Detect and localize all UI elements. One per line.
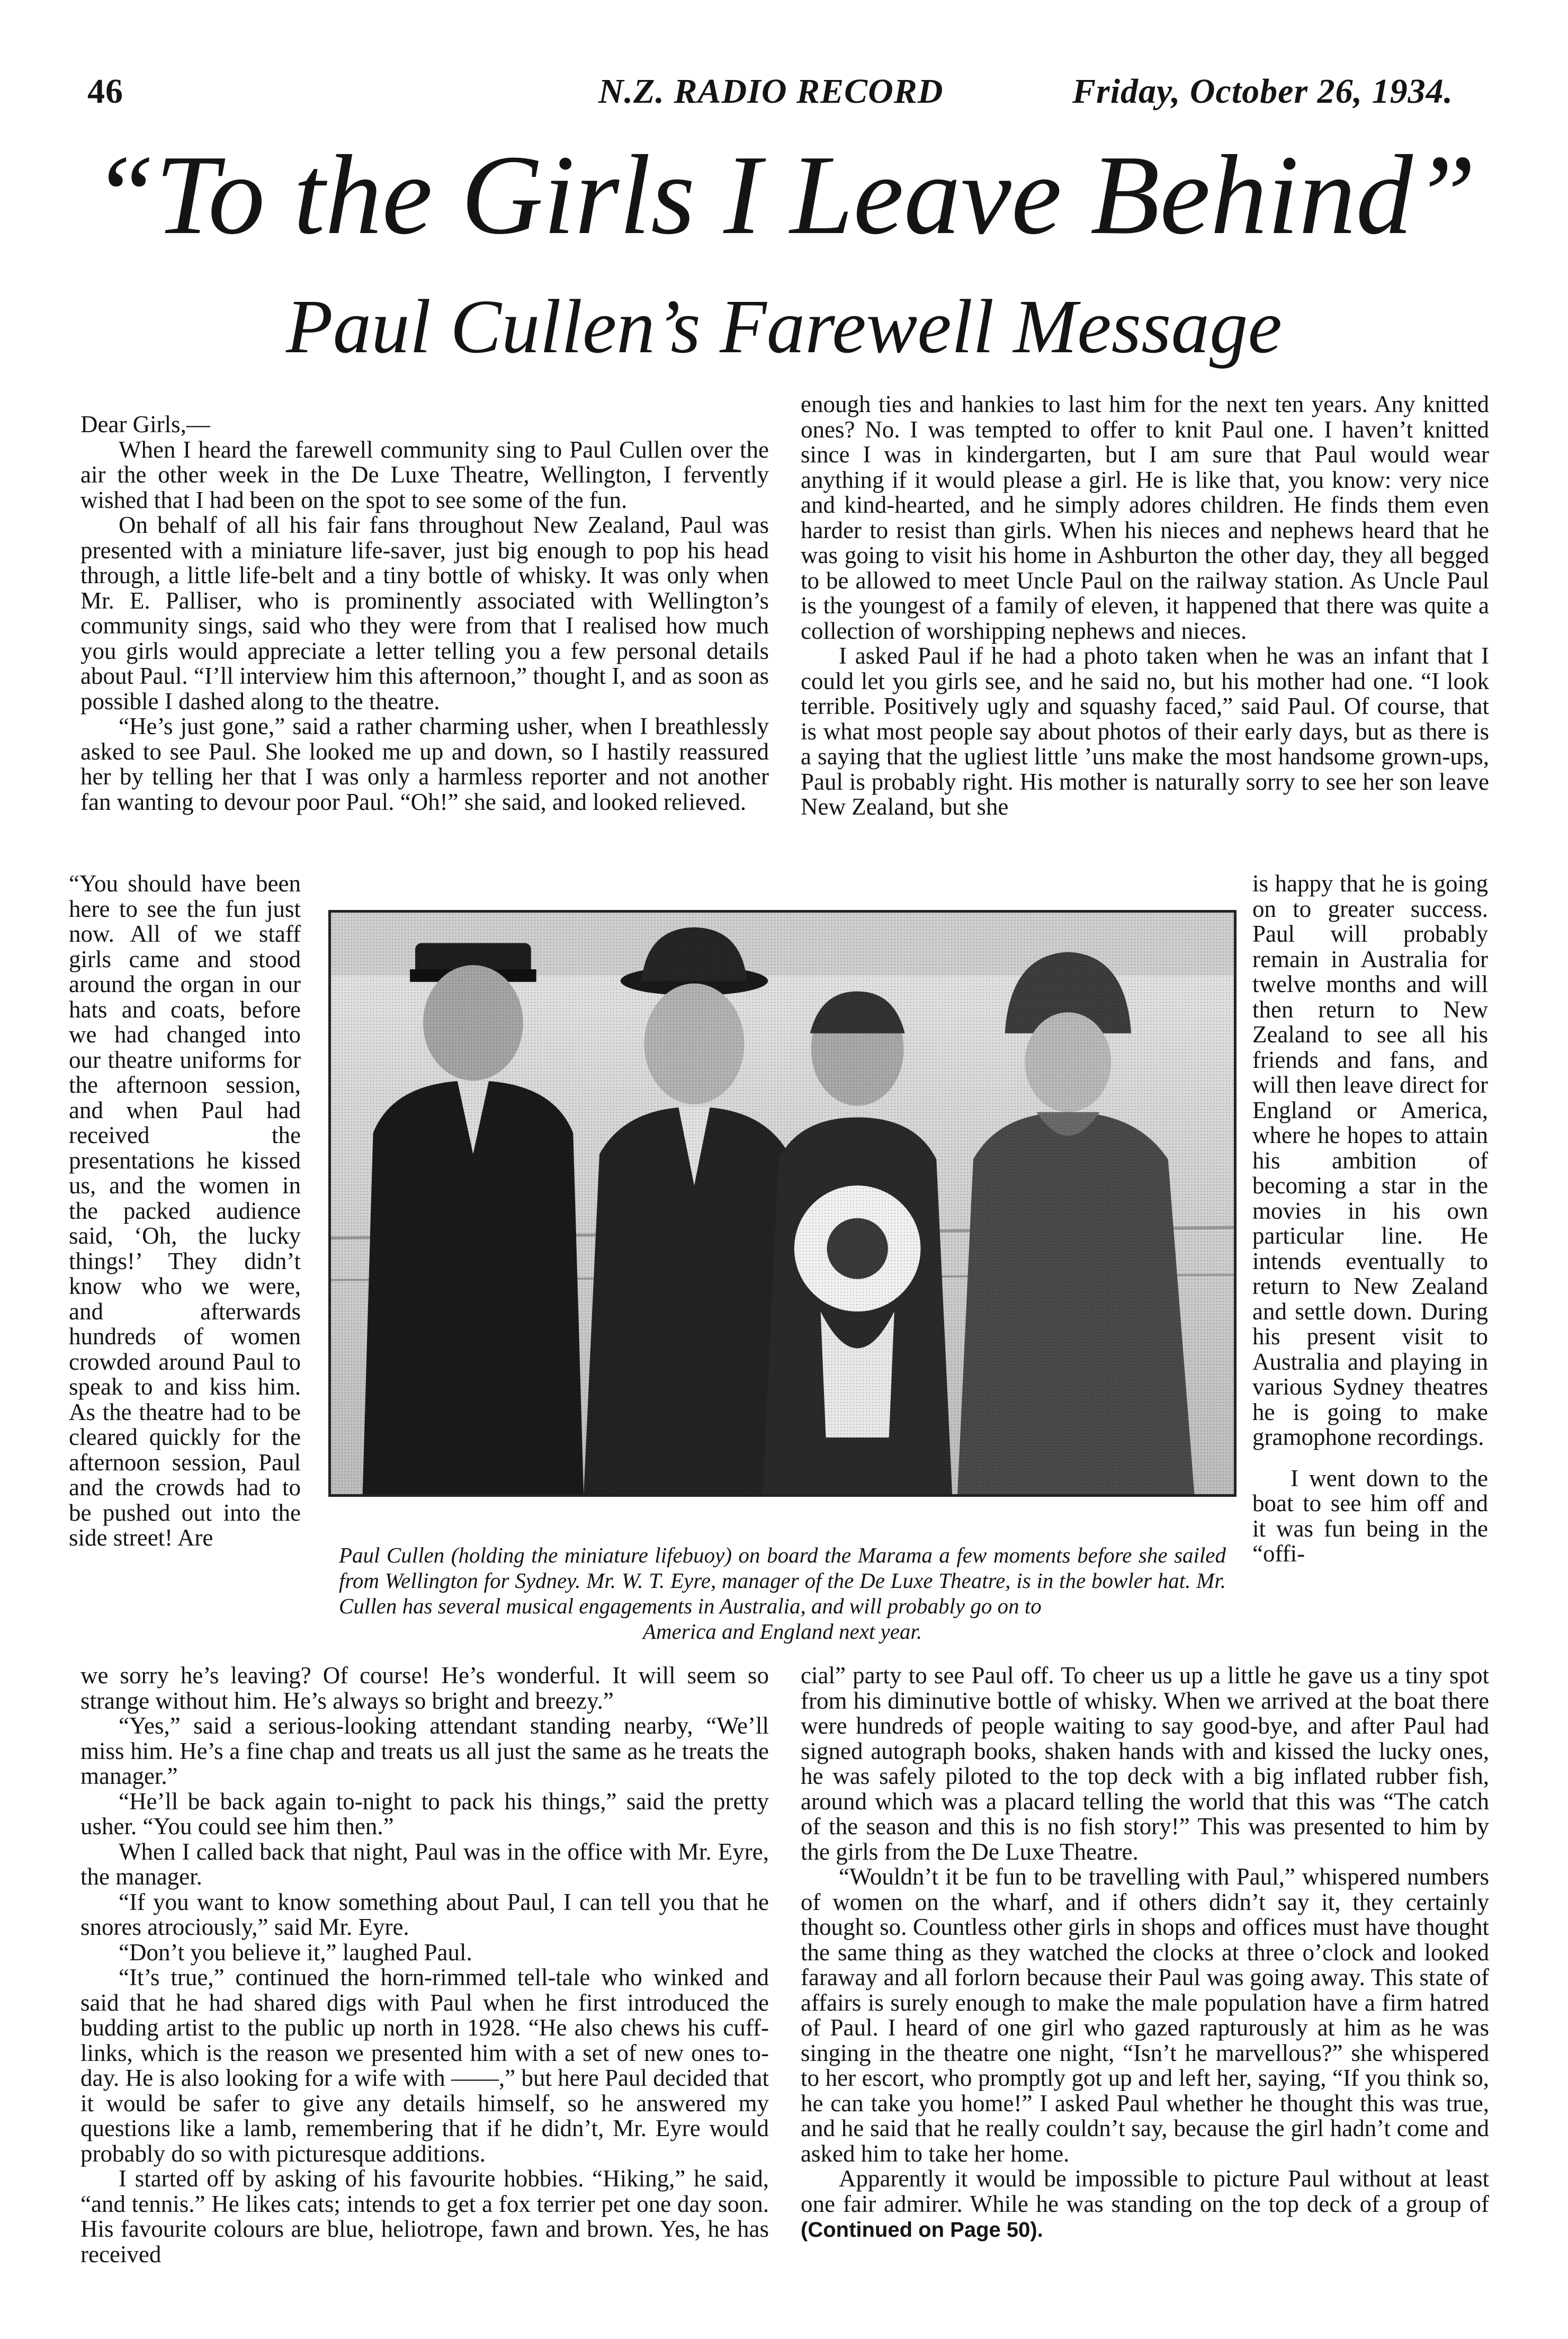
paragraph: “He’ll be back again to-night to pack his things,” said the pretty usher. “You could see him then.” (80, 1788, 769, 1840)
photo-caption (339, 1542, 1226, 1644)
paragraph: On behalf of all his fair fans throughout New Zealand, Paul was presented with a miniature life-saver, just big enough to pop his head through, a little life-belt and a tiny bottle of whisky. It was only when Mr. E. Palliser, who is prominently associated with Wellington’s community sings, said who they were from that I realised how much you girls would appreciate a letter telling you a few personal details about Paul. “I’ll interview him this afternoon,” thought I, and as soon as possible I dashed along to the theatre. (80, 512, 769, 715)
continued-on-page-note: (Continued on Page 50). (801, 2218, 1043, 2242)
issue-date: Friday, October 26, 1934. (1072, 72, 1454, 111)
paragraph-text: Apparently it would be impossible to picture Paul without at least one fair admirer. While he was standing on the top deck of a group of (801, 2165, 1489, 2217)
paragraph (801, 2166, 1489, 2243)
column-right-narrow (1252, 871, 1488, 1567)
column-right-bottom (801, 1663, 1489, 2243)
paragraph: enough ties and hankies to last him for the next ten years. Any knitted ones? No. I was tempted to offer to knit Paul one. I haven’t knitted since I was in kindergarten, but I am sure that Paul would wear anything if it would please a girl. He is like that, you know: very nice and kind-hearted, and he simply adores children. He finds them even harder to resist than girls. When his nieces and nephews heard that he was going to visit his home in Ashburton the other day, they all begged to be allowed to meet Uncle Paul on the railway station. As Uncle Paul is the youngest of a family of eleven, it happened that there was quite a collection of worshipping nephews and nieces. (801, 391, 1489, 644)
column-left-bottom (80, 1663, 769, 2267)
group-photograph (328, 910, 1237, 1497)
paragraph: “Wouldn’t it be fun to be travelling with Paul,” whispered numbers of women on the wharf, and if others didn’t say it, they certainly thought so. Countless other girls in shops and offices must have thought the same thing as they watched the clocks at three o’clock and looked faraway and all forlorn because their Paul was going away. This state of affairs is surely enough to make the male population have a firm hatred of Paul. I heard of one girl who gazed rapturously at him as he was singing in the theatre one night, “Isn’t he marvellous?” she whispered to her escort, who promptly got up and left her, saying, “If you think so, he can take you home!” I asked Paul whether he thought this was true, and he said that he really couldn’t say, because the girl hadn’t come and asked him to take her home. (801, 1863, 1489, 2167)
paragraph: When I called back that night, Paul was in the office with Mr. Eyre, the manager. (80, 1838, 769, 1890)
paragraph: “You should have been here to see the fun just now. All of we staff girls came and stood around the organ in our hats and coats, before we had changed into our theatre uniforms for the afternoon session, and when Paul had received the presentations he kissed us, and the women in the packed audience said, ‘Oh, the lucky things!’ They didn’t know who we were, and afterwards hundreds of women crowded around Paul to speak to and kiss him. As the theatre had to be cleared quickly for the afternoon session, Paul and the crowds had to be pushed out into the side street! Are (69, 870, 301, 1551)
paragraph: is happy that he is going on to greater success. Paul will probably remain in Australia for twelve months and will then return to New Zealand to see all his friends and fans, and will then leave direct for England or America, where he hopes to attain his ambition of becoming a star in the movies in his own particular line. He intends eventually to return to New Zealand and settle down. During his present visit to Australia and playing in various Sydney theatres he is going to make gramophone recordings. (1252, 870, 1488, 1450)
paragraph: cial” party to see Paul off. To cheer us up a little he gave us a tiny spot from his diminutive bottle of whisky. When we arrived at the boat there were hundreds of people waiting to say good-bye, and after Paul had signed autograph books, shaken hands with and kissed the lucky ones, he was safely piloted to the top deck with a big inflated rubber fish, around which was a placard telling the world that this was “The catch of the season and this is no fish story!” This was presented to him by the girls from the De Luxe Theatre. (801, 1662, 1489, 1865)
paragraph: “It’s true,” continued the horn-rimmed tell-tale who winked and said that he had shared digs with Paul when he first introduced the budding artist to the public up north in 1928. “He also chews his cuff-links, which is the reason we presented him with a set of new ones to-day. He is also looking for a wife with ——,” but here Paul decided that it would be safer to give any details himself, so he answered my questions like a lamb, remembering that if he didn’t, Mr. Eyre would probably do so with picturesque additions. (80, 1964, 769, 2167)
paragraph: “Yes,” said a serious-looking attendant standing nearby, “We’ll miss him. He’s a fine chap and treats us all just the same as he treats the manager.” (80, 1712, 769, 1789)
paragraph: I started off by asking of his favourite hobbies. “Hiking,” he said, “and tennis.” He likes cats; intends to get a fox terrier pet one day soon. His favourite colours are blue, heliotrope, fawn and brown. Yes, he has received (80, 2165, 769, 2267)
column-left-narrow (69, 871, 301, 1551)
column-right-top (801, 392, 1489, 820)
article-title: “To the Girls I Leave Behind” (92, 131, 1476, 258)
paragraph: When I heard the farewell community sing to Paul Cullen over the air the other week in the De Luxe Theatre, Wellington, I fervently wished that I had been on the spot to see some of the fun. (80, 436, 769, 513)
salutation: Dear Girls,— (80, 411, 210, 438)
page-number: 46 (87, 72, 123, 111)
publication-name: N.Z. RADIO RECORD (598, 72, 944, 111)
paragraph: I asked Paul if he had a photo taken when he was an infant that I could let you girls see, and he said no, but his mother had one. “I look terrible. Positively ugly and squashy faced,” said Paul. Of course, that is what most people say about photos of their early days, but as there is a saying that the ugliest little ’uns make the most handsome grown-ups, Paul is probably right. His mother is naturally sorry to see her son leave New Zealand, but she (801, 642, 1489, 820)
caption-text-last-line: America and England next year. (642, 1619, 922, 1644)
paragraph: “If you want to know something about Paul, I can tell you that he snores atrociously,” said Mr. Eyre. (80, 1888, 769, 1940)
photograph-image (331, 913, 1234, 1494)
paragraph: “Don’t you believe it,” laughed Paul. (119, 1939, 472, 1966)
article-subtitle: Paul Cullen’s Farewell Message (286, 284, 1282, 369)
column-left-top (80, 412, 769, 815)
paragraph: we sorry he’s leaving? Of course! He’s wonderful. It will seem so strange without him. He’s always so bright and breezy.” (80, 1662, 769, 1714)
paragraph: I went down to the boat to see him off and it was fun being in the “offi- (1252, 1465, 1488, 1567)
caption-text: Paul Cullen (holding the miniature lifebuoy) on board the Marama a few moments before she sailed from Wellington for Sydney. Mr. W. T. Eyre, manager of the De Luxe Theatre, is in the bowler hat. Mr. Cullen has several musical engagements in Australia, and will probably go on to (339, 1543, 1226, 1618)
paragraph: “He’s just gone,” said a rather charming usher, when I breathlessly asked to see Paul. She looked me up and down, so I hastily reassured her by telling her that I was only a harmless reporter and not another fan wanting to devour poor Paul. “Oh!” she said, and looked relieved. (80, 713, 769, 815)
